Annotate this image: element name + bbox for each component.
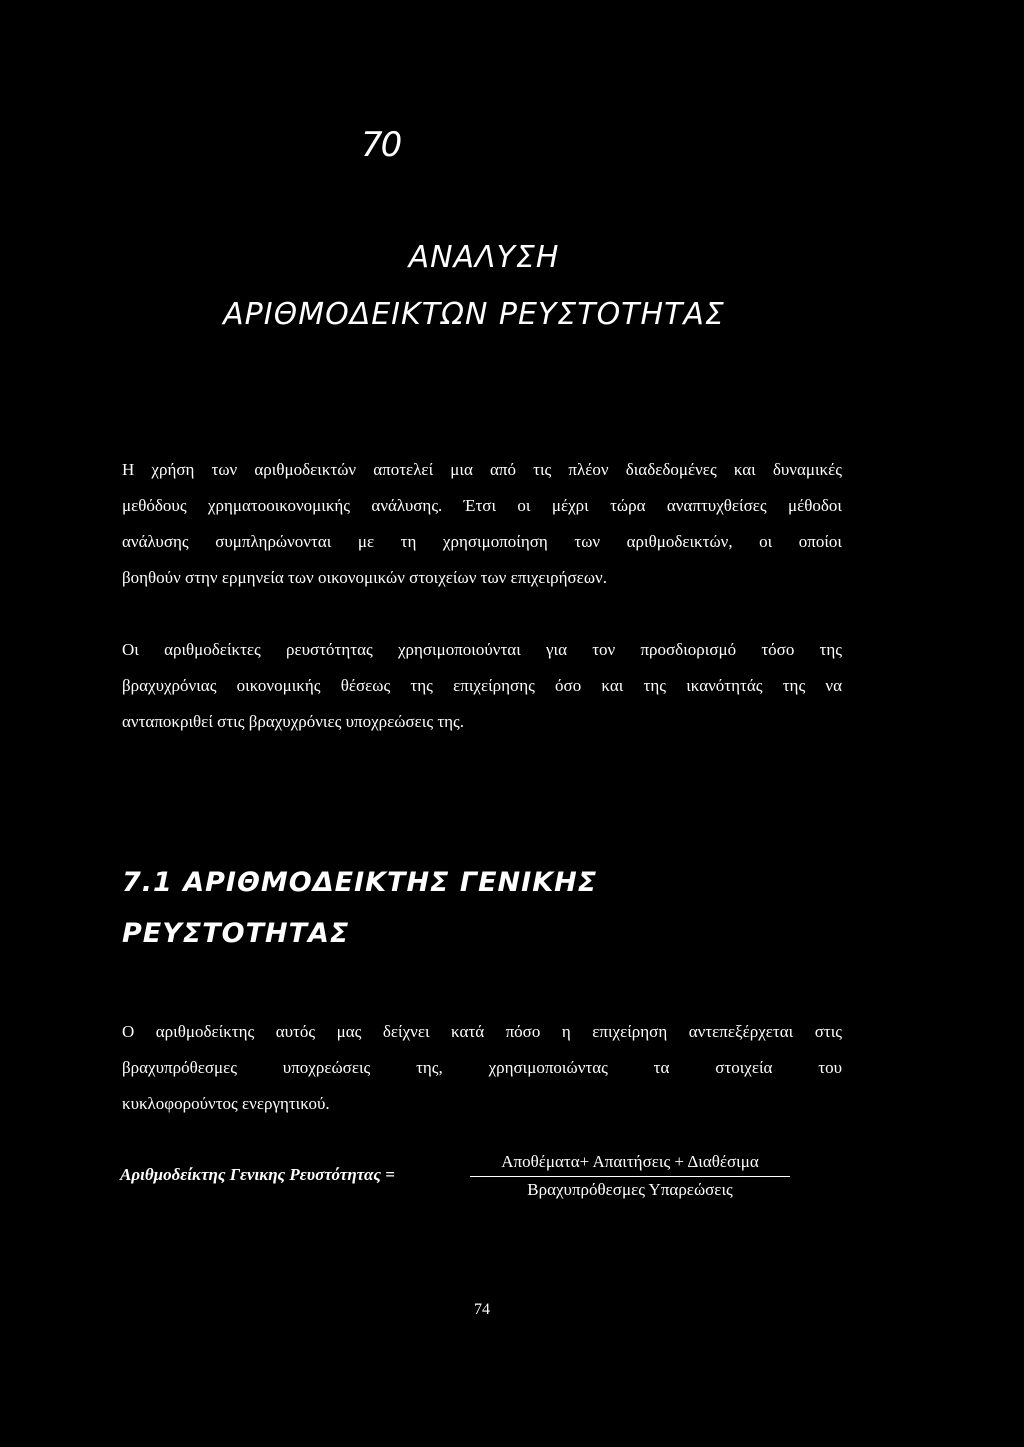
paragraph-line: κυκλοφορούντος ενεργητικού. bbox=[122, 1094, 330, 1113]
section-heading-line2: ΡΕΥΣΤΟΤΗΤΑΣ bbox=[122, 918, 350, 949]
paragraph-line: Η χρήση των αριθμοδεικτών αποτελεί μια από τις πλέον διαδεδομένες και δυναμικές bbox=[122, 460, 842, 479]
paragraph-line: βοηθούν στην ερμηνεία των οικονομικών στοιχείων των επιχειρήσεων. bbox=[122, 568, 607, 587]
page-number: 74 bbox=[474, 1301, 490, 1318]
formula-fraction bbox=[470, 1150, 790, 1203]
section-heading-line1: 7.1 ΑΡΙΘΜΟΔΕΙΚΤΗΣ ΓΕΝΙΚΗΣ bbox=[122, 867, 598, 898]
paragraph-line: βραχυπρόθεσμες υποχρεώσεις της, χρησιμοποιώντας τα στοιχεία του bbox=[122, 1058, 842, 1077]
paragraph-line: μεθόδους χρηματοοικονομικής ανάλυσης. Έτσι οι μέχρι τώρα αναπτυχθείσες μέθοδοι bbox=[122, 496, 842, 515]
chapter-title-line1: ΑΝΑΛΥΣΗ bbox=[408, 240, 560, 275]
intro-paragraph bbox=[122, 452, 842, 596]
paragraph-line: βραχυχρόνιας οικονομικής θέσεως της επιχείρησης όσο και της ικανότητάς της να bbox=[122, 676, 842, 695]
handwritten-page-mark: 70 bbox=[361, 125, 401, 165]
formula bbox=[120, 1150, 820, 1210]
paragraph-line: Ο αριθμοδείκτης αυτός μας δείχνει κατά πόσο η επιχείρηση αντεπεξέρχεται στις bbox=[122, 1022, 842, 1041]
paragraph-line: Οι αριθμοδείκτες ρευστότητας χρησιμοποιούνται για τον προσδιορισμό τόσο της bbox=[122, 640, 842, 659]
formula-numerator: Αποθέματα+ Απαιτήσεις + Διαθέσιμα bbox=[470, 1150, 790, 1177]
paragraph-line: ανταποκριθεί στις βραχυχρόνιες υποχρεώσεις της. bbox=[122, 712, 465, 731]
formula-denominator: Βραχυπρόθεσμες Υπαρεώσεις bbox=[527, 1180, 733, 1199]
chapter-title-line2: ΑΡΙΘΜΟΔΕΙΚΤΩΝ ΡΕΥΣΤΟΤΗΤΑΣ bbox=[223, 297, 725, 332]
section-paragraph bbox=[122, 1014, 842, 1122]
liquidity-paragraph bbox=[122, 632, 842, 740]
formula-lhs: Αριθμοδείκτης Γενικης Ρευστότητας = bbox=[120, 1165, 395, 1184]
paragraph-line: ανάλυσης συμπληρώνονται με τη χρησιμοποίηση των αριθμοδεικτών, οι οποίοι bbox=[122, 532, 842, 551]
